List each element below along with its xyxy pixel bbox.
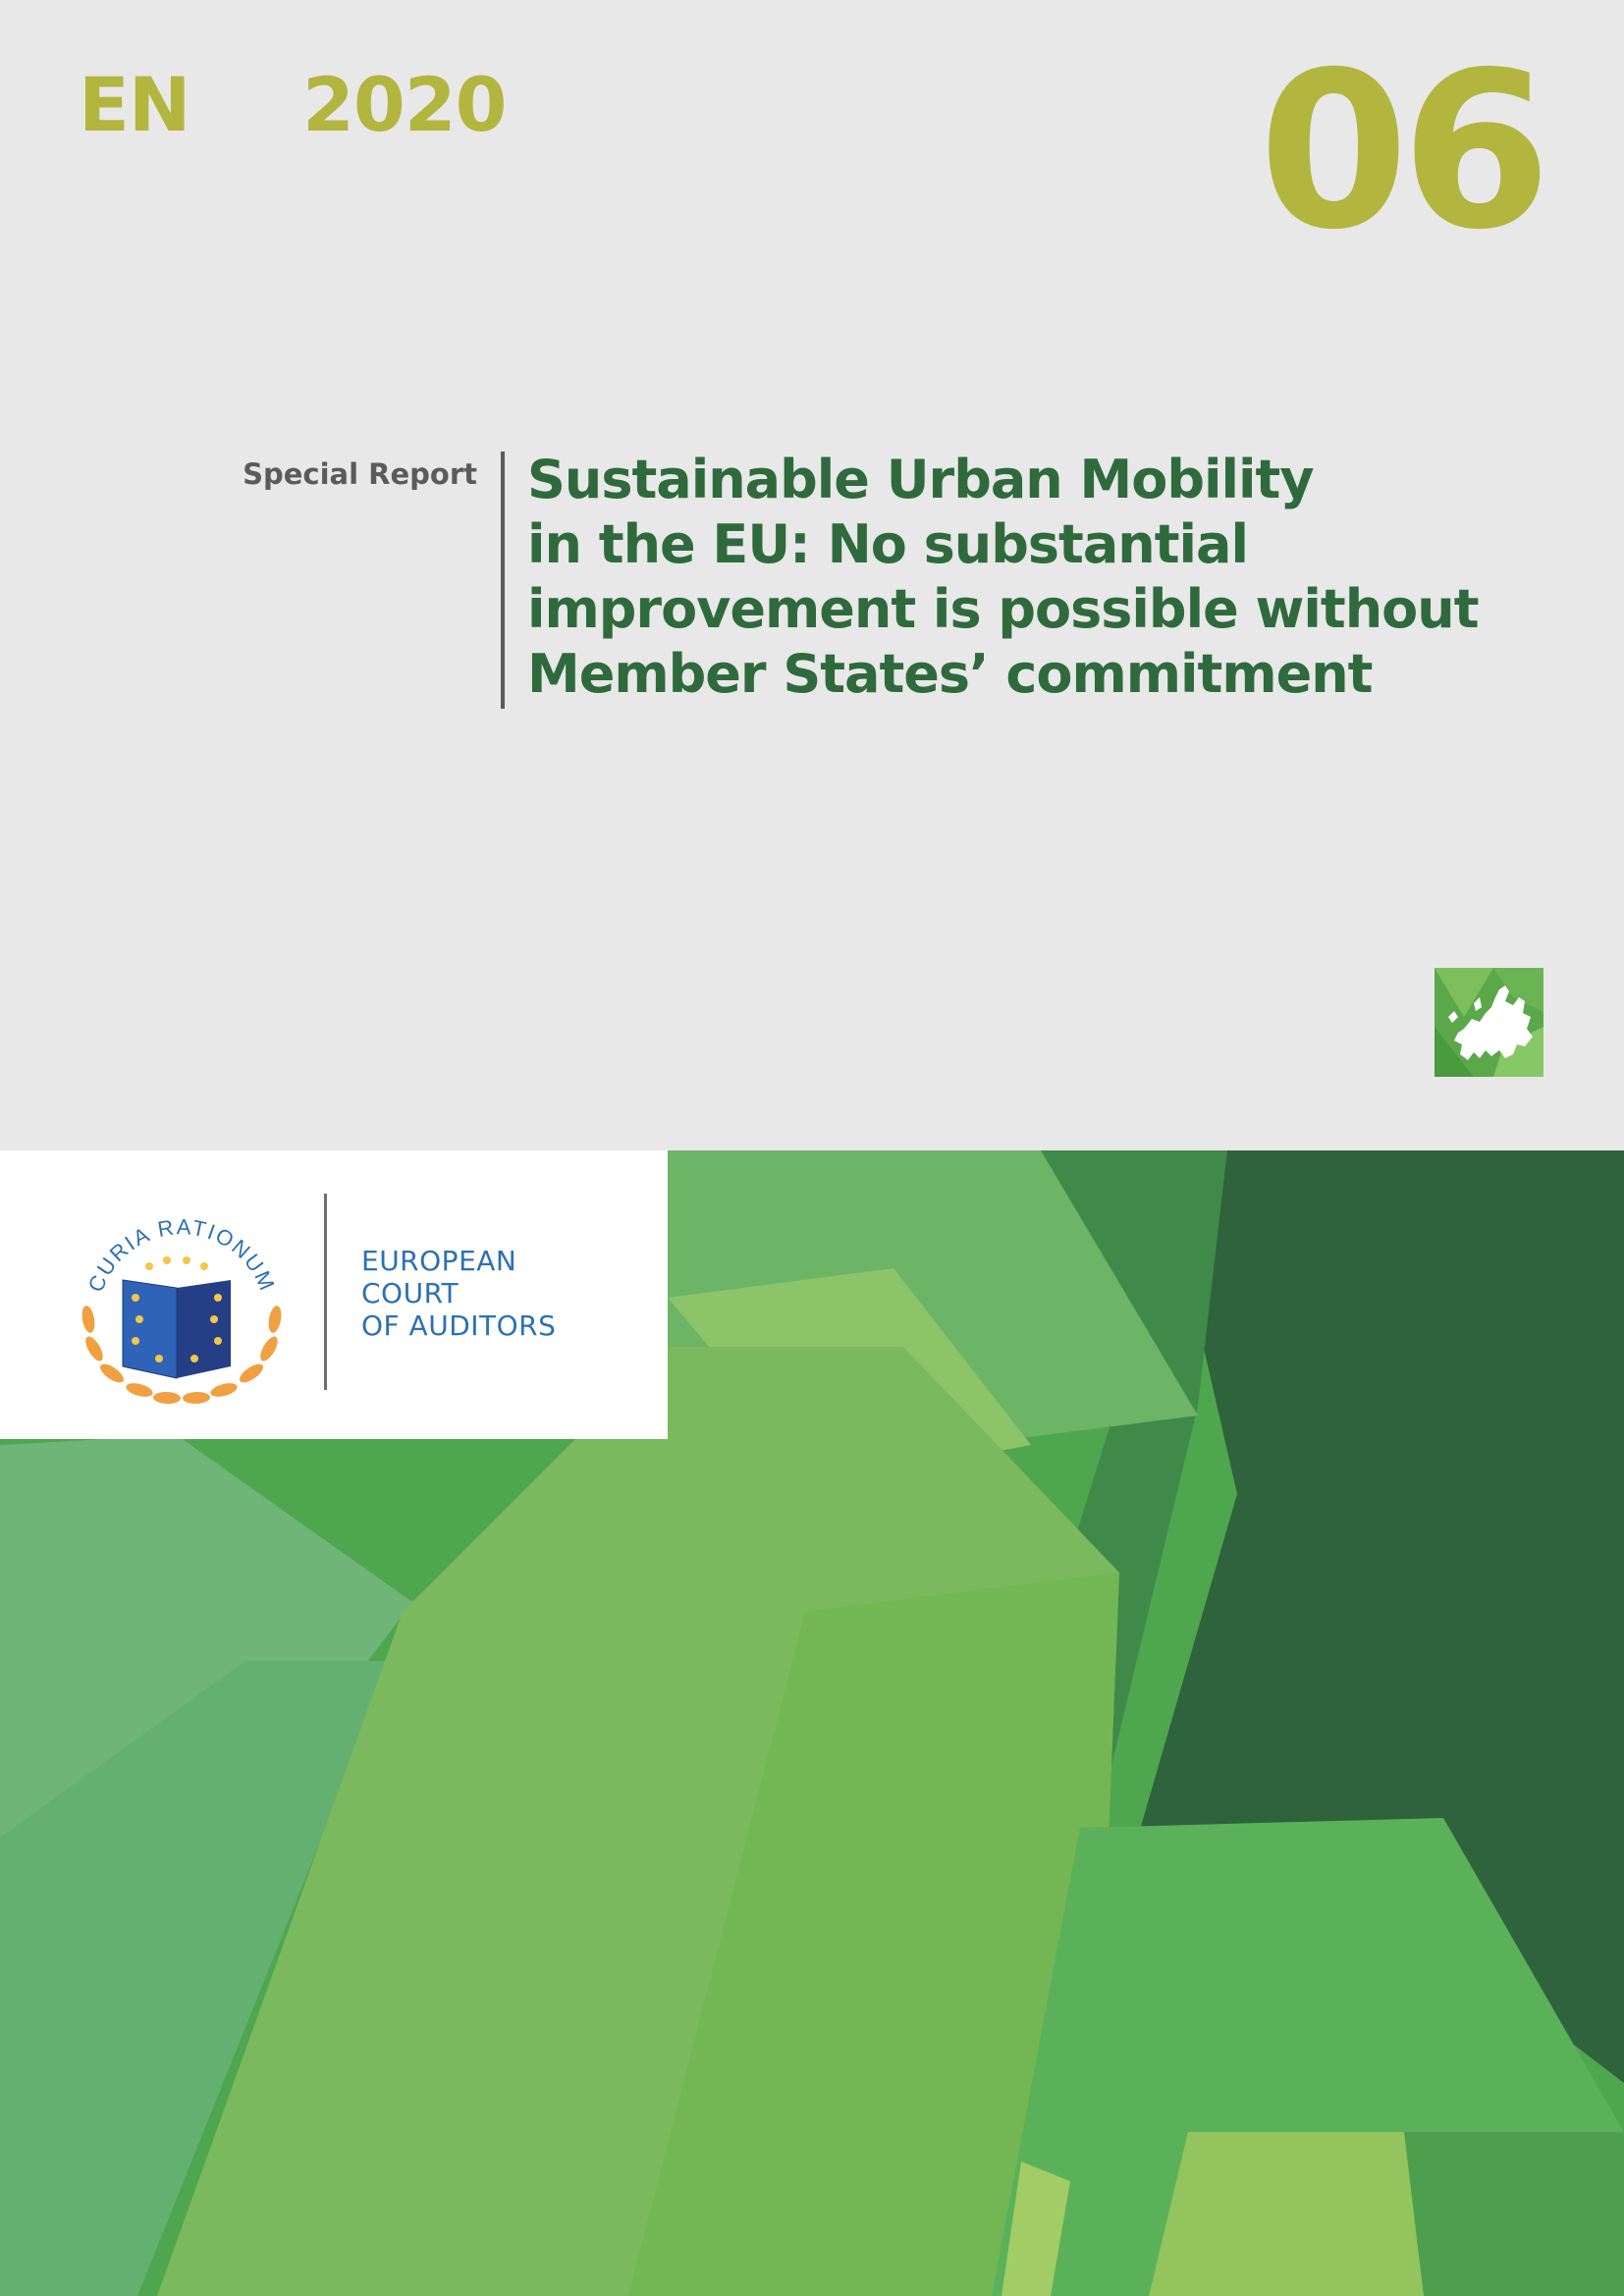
org-line: COURT [361,1277,460,1309]
org-line: EUROPEAN [361,1245,517,1277]
report-number: 06 [1258,26,1543,277]
title-divider [501,452,505,709]
title-line: Sustainable Urban Mobility [527,449,1314,510]
eca-logo-block [0,1150,668,1439]
language-code: EN [79,61,190,148]
eca-seal-icon [69,1172,295,1408]
europe-map-icon [1435,968,1543,1077]
title-line: in the EU: No substantial [527,513,1249,575]
title-line: Member States’ commitment [527,643,1373,705]
series-label: Special Report [243,457,477,491]
publication-year: 2020 [302,61,507,148]
org-line: OF AUDITORS [361,1309,557,1342]
svg-text:CURIA RATIONUM [83,1214,281,1296]
logo-divider [324,1194,327,1390]
report-title [527,448,1568,707]
organisation-name [361,1245,556,1342]
seal-motto: CURIA RATIONUM [82,1214,281,1296]
title-line: improvement is possible without [527,578,1479,640]
